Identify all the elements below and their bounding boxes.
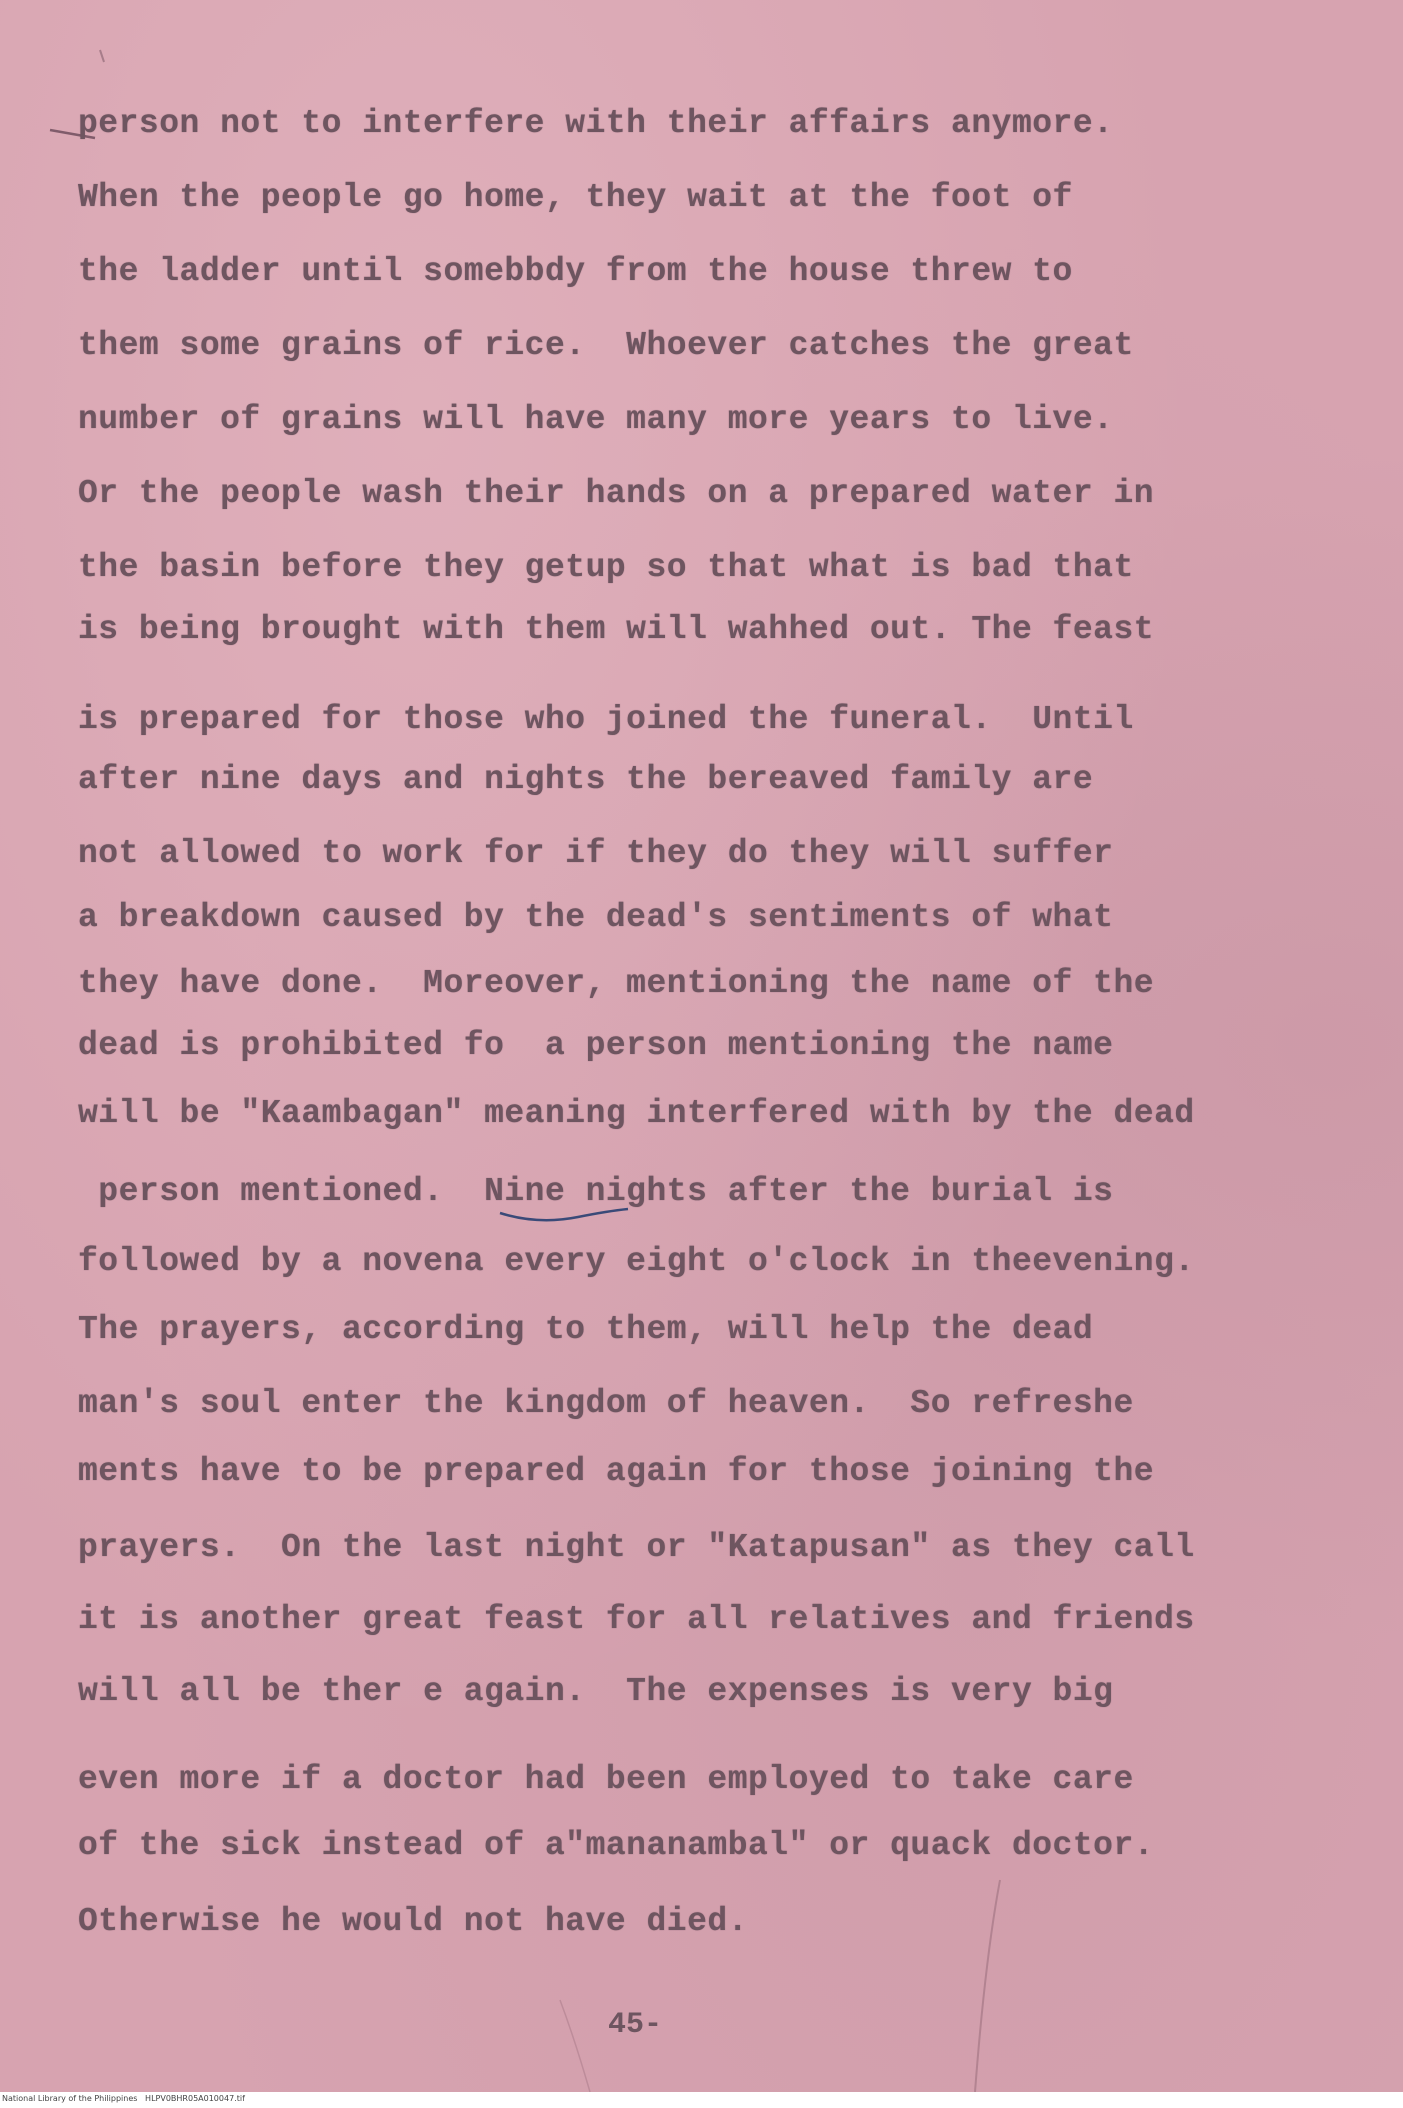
text-line: Otherwise he would not have died. <box>78 1903 749 1940</box>
text-line: the ladder until somebbdy from the house threw to <box>78 253 1073 290</box>
scan-footer-caption: National Library of the Philippines HLPV0BHR05A010047.tif <box>2 2094 245 2103</box>
text-line: even more if a doctor had been employed to take care <box>78 1761 1134 1798</box>
text-line: number of grains will have many more years to live. <box>78 401 1114 438</box>
text-line: them some grains of rice. Whoever catches the great <box>78 327 1134 364</box>
text-line: prayers. On the last night or "Katapusan" as they call <box>78 1529 1195 1566</box>
page-number: 45- <box>608 2008 663 2042</box>
text-line: ments have to be prepared again for those joining the <box>78 1453 1155 1490</box>
text-line: will all be ther e again. The expenses is very big <box>78 1673 1114 1710</box>
text-line: a breakdown caused by the dead's sentiments of what <box>78 899 1114 936</box>
text-line: followed by a novena every eight o'clock in theevening. <box>78 1243 1195 1280</box>
text-line: the basin before they getup so that what is bad that <box>78 549 1134 586</box>
text-line: dead is prohibited fo a person mentioning the name <box>78 1027 1114 1064</box>
text-line: Or the people wash their hands on a prepared water in <box>78 475 1155 512</box>
text-line: will be "Kaambagan" meaning interfered with by the dead <box>78 1095 1195 1132</box>
text-line: is being brought with them will wahhed out. The feast <box>78 611 1155 648</box>
handwritten-underline <box>498 1203 648 1223</box>
text-line: of the sick instead of a"mananambal" or quack doctor. <box>78 1827 1155 1864</box>
text-line: not allowed to work for if they do they will suffer <box>78 835 1114 872</box>
text-line: person mentioned. Nine nights after the burial is <box>78 1173 1114 1210</box>
text-line: person not to interfere with their affairs anymore. <box>78 105 1114 142</box>
text-line: after nine days and nights the bereaved family are <box>78 761 1094 798</box>
text-line: it is another great feast for all relatives and friends <box>78 1601 1195 1638</box>
text-line: When the people go home, they wait at the foot of <box>78 179 1073 216</box>
text-line: The prayers, according to them, will help the dead <box>78 1311 1094 1348</box>
text-line: they have done. Moreover, mentioning the name of the <box>78 965 1155 1002</box>
text-line: is prepared for those who joined the funeral. Until <box>78 701 1134 738</box>
text-line: man's soul enter the kingdom of heaven. So refreshe <box>78 1385 1134 1422</box>
